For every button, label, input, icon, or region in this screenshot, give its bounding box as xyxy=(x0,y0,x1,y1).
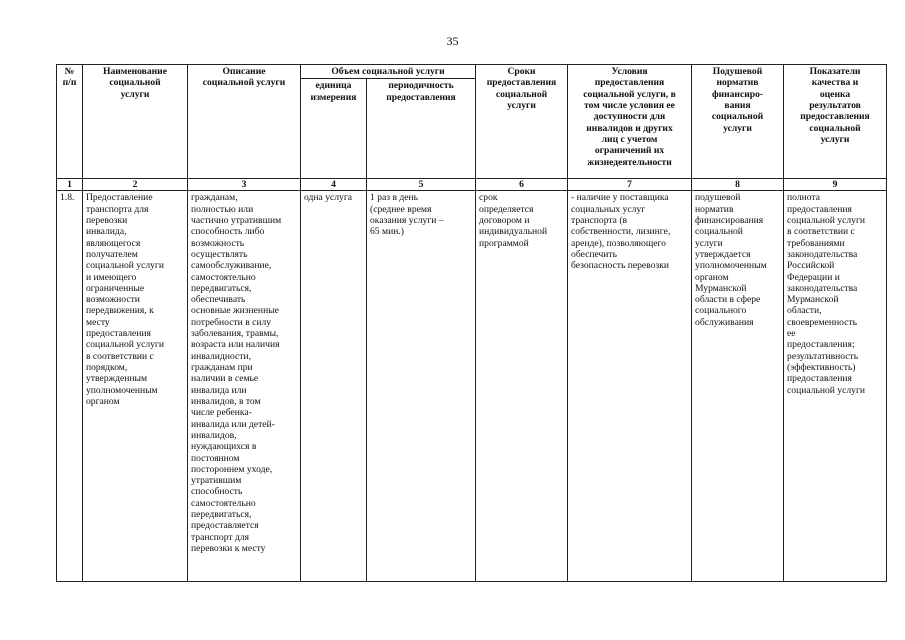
service-term: срок определяется договором и индивидуальной программой xyxy=(476,191,568,582)
column-number: 7 xyxy=(568,179,692,191)
column-number: 1 xyxy=(57,179,83,191)
header-financing: Подушевой норматив финансиро- вания социальной услуги xyxy=(692,65,784,179)
volume-unit: одна услуга xyxy=(301,191,367,582)
row-number: 1.8. xyxy=(57,191,83,582)
column-number: 8 xyxy=(692,179,784,191)
column-number: 6 xyxy=(476,179,568,191)
service-name: Предоставление транспорта для перевозки инвалида, являющегося получателем социальной услуги и имеющего ограниченные возможности передвижения, к месту предоставления социальной услуги в соответствии с порядком, утвержденным уполномоченным органом xyxy=(83,191,188,582)
column-number: 5 xyxy=(367,179,476,191)
quality-indicators: полнота предоставления социальной услуги в соответствии с требованиями законодательства Российской Федерации и законодательства Мурманской области, своевременность ее предоставления; результативность (эффективность) предоставления социальной услуги xyxy=(784,191,887,582)
header-periodicity: периодичность предоставления xyxy=(367,79,476,179)
header-quality: Показатели качества и оценка результатов предоставления социальной услуги xyxy=(784,65,887,179)
header-description: Описание социальной услуги xyxy=(188,65,301,179)
service-conditions: - наличие у поставщика социальных услуг транспорта (в собственности, лизинге, аренде), позволяющего обеспечить безопасность перевозки xyxy=(568,191,692,582)
page-number: 35 xyxy=(446,34,459,48)
header-volume-group: Объем социальной услуги xyxy=(301,65,476,79)
header-name: Наименование социальной услуги xyxy=(83,65,188,179)
table-row xyxy=(57,191,887,582)
services-table xyxy=(56,64,887,582)
header-row-1 xyxy=(57,65,887,79)
column-number: 3 xyxy=(188,179,301,191)
service-description: гражданам, полностью или частично утратившим способность либо возможность осуществлять самообслуживание, самостоятельно передвигаться, обеспечивать основные жизненные потребности в силу заболевания, травмы, возраста или наличия инвалидности, гражданам при наличии в семье инвалида или инвалидов, в том числе ребенка- инвалида или детей- инвалидов, нуждающихся в постоянном постороннем уходе, утратившим способность самостоятельно передвигаться, предоставляется транспорт для перевозки к месту xyxy=(188,191,301,582)
header-num: № п/п xyxy=(57,65,83,179)
financing-norm: подушевой норматив финансирования социальной услуги утверждается уполномоченным органом Мурманской области в сфере социального обслуживания xyxy=(692,191,784,582)
column-number: 9 xyxy=(784,179,887,191)
header-term: Сроки предоставления социальной услуги xyxy=(476,65,568,179)
header-conditions: Условия предоставления социальной услуги, в том числе условия ее доступности для инвалидов и других лиц с учетом ограничений их жизнедеятельности xyxy=(568,65,692,179)
column-number: 2 xyxy=(83,179,188,191)
column-number: 4 xyxy=(301,179,367,191)
volume-periodicity: 1 раз в день (среднее время оказания услуги – 65 мин.) xyxy=(367,191,476,582)
column-numbers-row xyxy=(57,179,887,191)
header-unit: единица измерения xyxy=(301,79,367,179)
